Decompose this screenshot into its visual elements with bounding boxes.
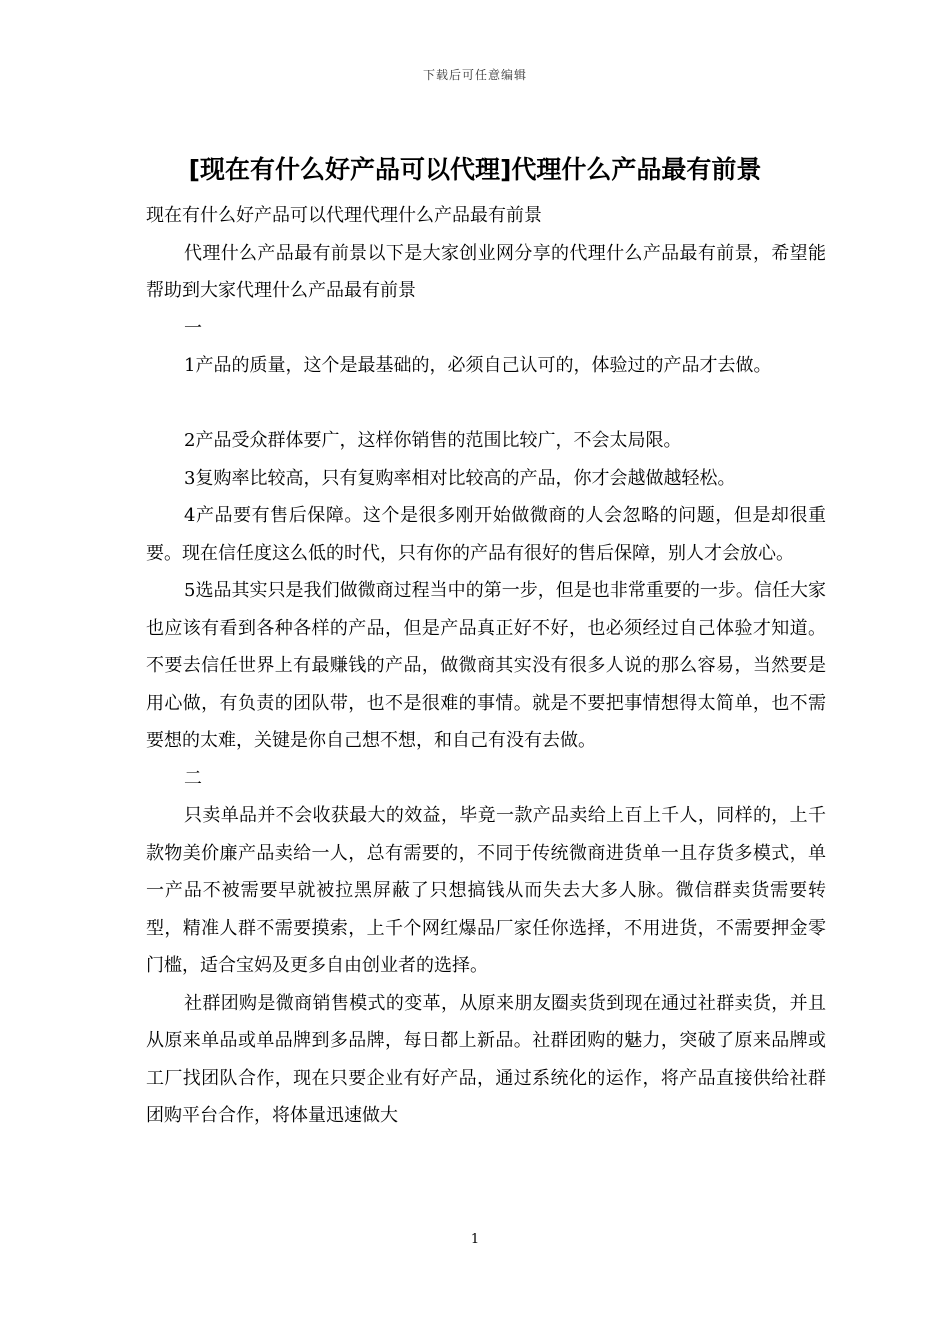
single-product-paragraph: 只卖单品并不会收获最大的效益，毕竟一款产品卖给上百上千人，同样的，上千款物美价廉产品卖给一人，总有需要的，不同于传统微商进货单一且存货多模式，单一产品不被需要早就被拉黑屏蔽了只想搞钱从而失去大多人脉。微信群卖货需要转型，精准人群不需要摸索，上千个网红爆品厂家任你选择，不用进货，不需要押金零门槛，适合宝妈及更多自由创业者的选择。 (146, 805, 826, 976)
point-5-paragraph: 5选品其实只是我们做微商过程当中的第一步，但是也非常重要的一步。信任大家也应该有看到各种各样的产品，但是产品真正好不好，也必须经过自己体验才知道。不要去信任世界上有最赚钱的产品，做微商其实没有很多人说的那么容易，当然要是用心做，有负责的团队带，也不是很难的事情。就是不要把事情想得太简单，也不需要想的太难，关键是你自己想不想，和自己有没有去做。 (146, 580, 826, 751)
point-2-paragraph: 2产品受众群体要广，这样你销售的范围比较广，不会太局限。 (184, 430, 682, 451)
subtitle-paragraph: 现在有什么好产品可以代理代理什么产品最有前景 (146, 205, 542, 226)
document-body (146, 197, 826, 1135)
section-heading-one: 一 (184, 317, 202, 339)
group-buying-paragraph: 社群团购是微商销售模式的变革，从原来朋友圈卖货到现在通过社群卖货，并且从原来单品或单品牌到多品牌，每日都上新品。社群团购的魅力，突破了原来品牌或工厂找团队合作，现在只要企业有好产品，通过系统化的运作，将产品直接供给社群团购平台合作，将体量迅速做大 (146, 992, 826, 1126)
point-4-paragraph: 4产品要有售后保障。这个是很多刚开始做微商的人会忽略的问题，但是却很重要。现在信任度这么低的时代，只有你的产品有很好的售后保障，别人才会放心。 (146, 505, 826, 564)
intro-paragraph: 代理什么产品最有前景以下是大家创业网分享的代理什么产品最有前景，希望能帮助到大家代理什么产品最有前景 (146, 242, 826, 301)
header-note: 下载后可任意编辑 (422, 68, 527, 82)
point-3-paragraph: 3复购率比较高，只有复购率相对比较高的产品，你才会越做越轻松。 (184, 467, 736, 489)
section-heading-two: 二 (184, 767, 202, 789)
document-title: [现在有什么好产品可以代理]代理什么产品最有前景 (188, 155, 762, 184)
page-number: 1 (470, 1232, 480, 1247)
blank-line (146, 385, 826, 423)
point-1-paragraph: 1产品的质量，这个是最基础的，必须自己认可的，体验过的产品才去做。 (184, 355, 772, 376)
